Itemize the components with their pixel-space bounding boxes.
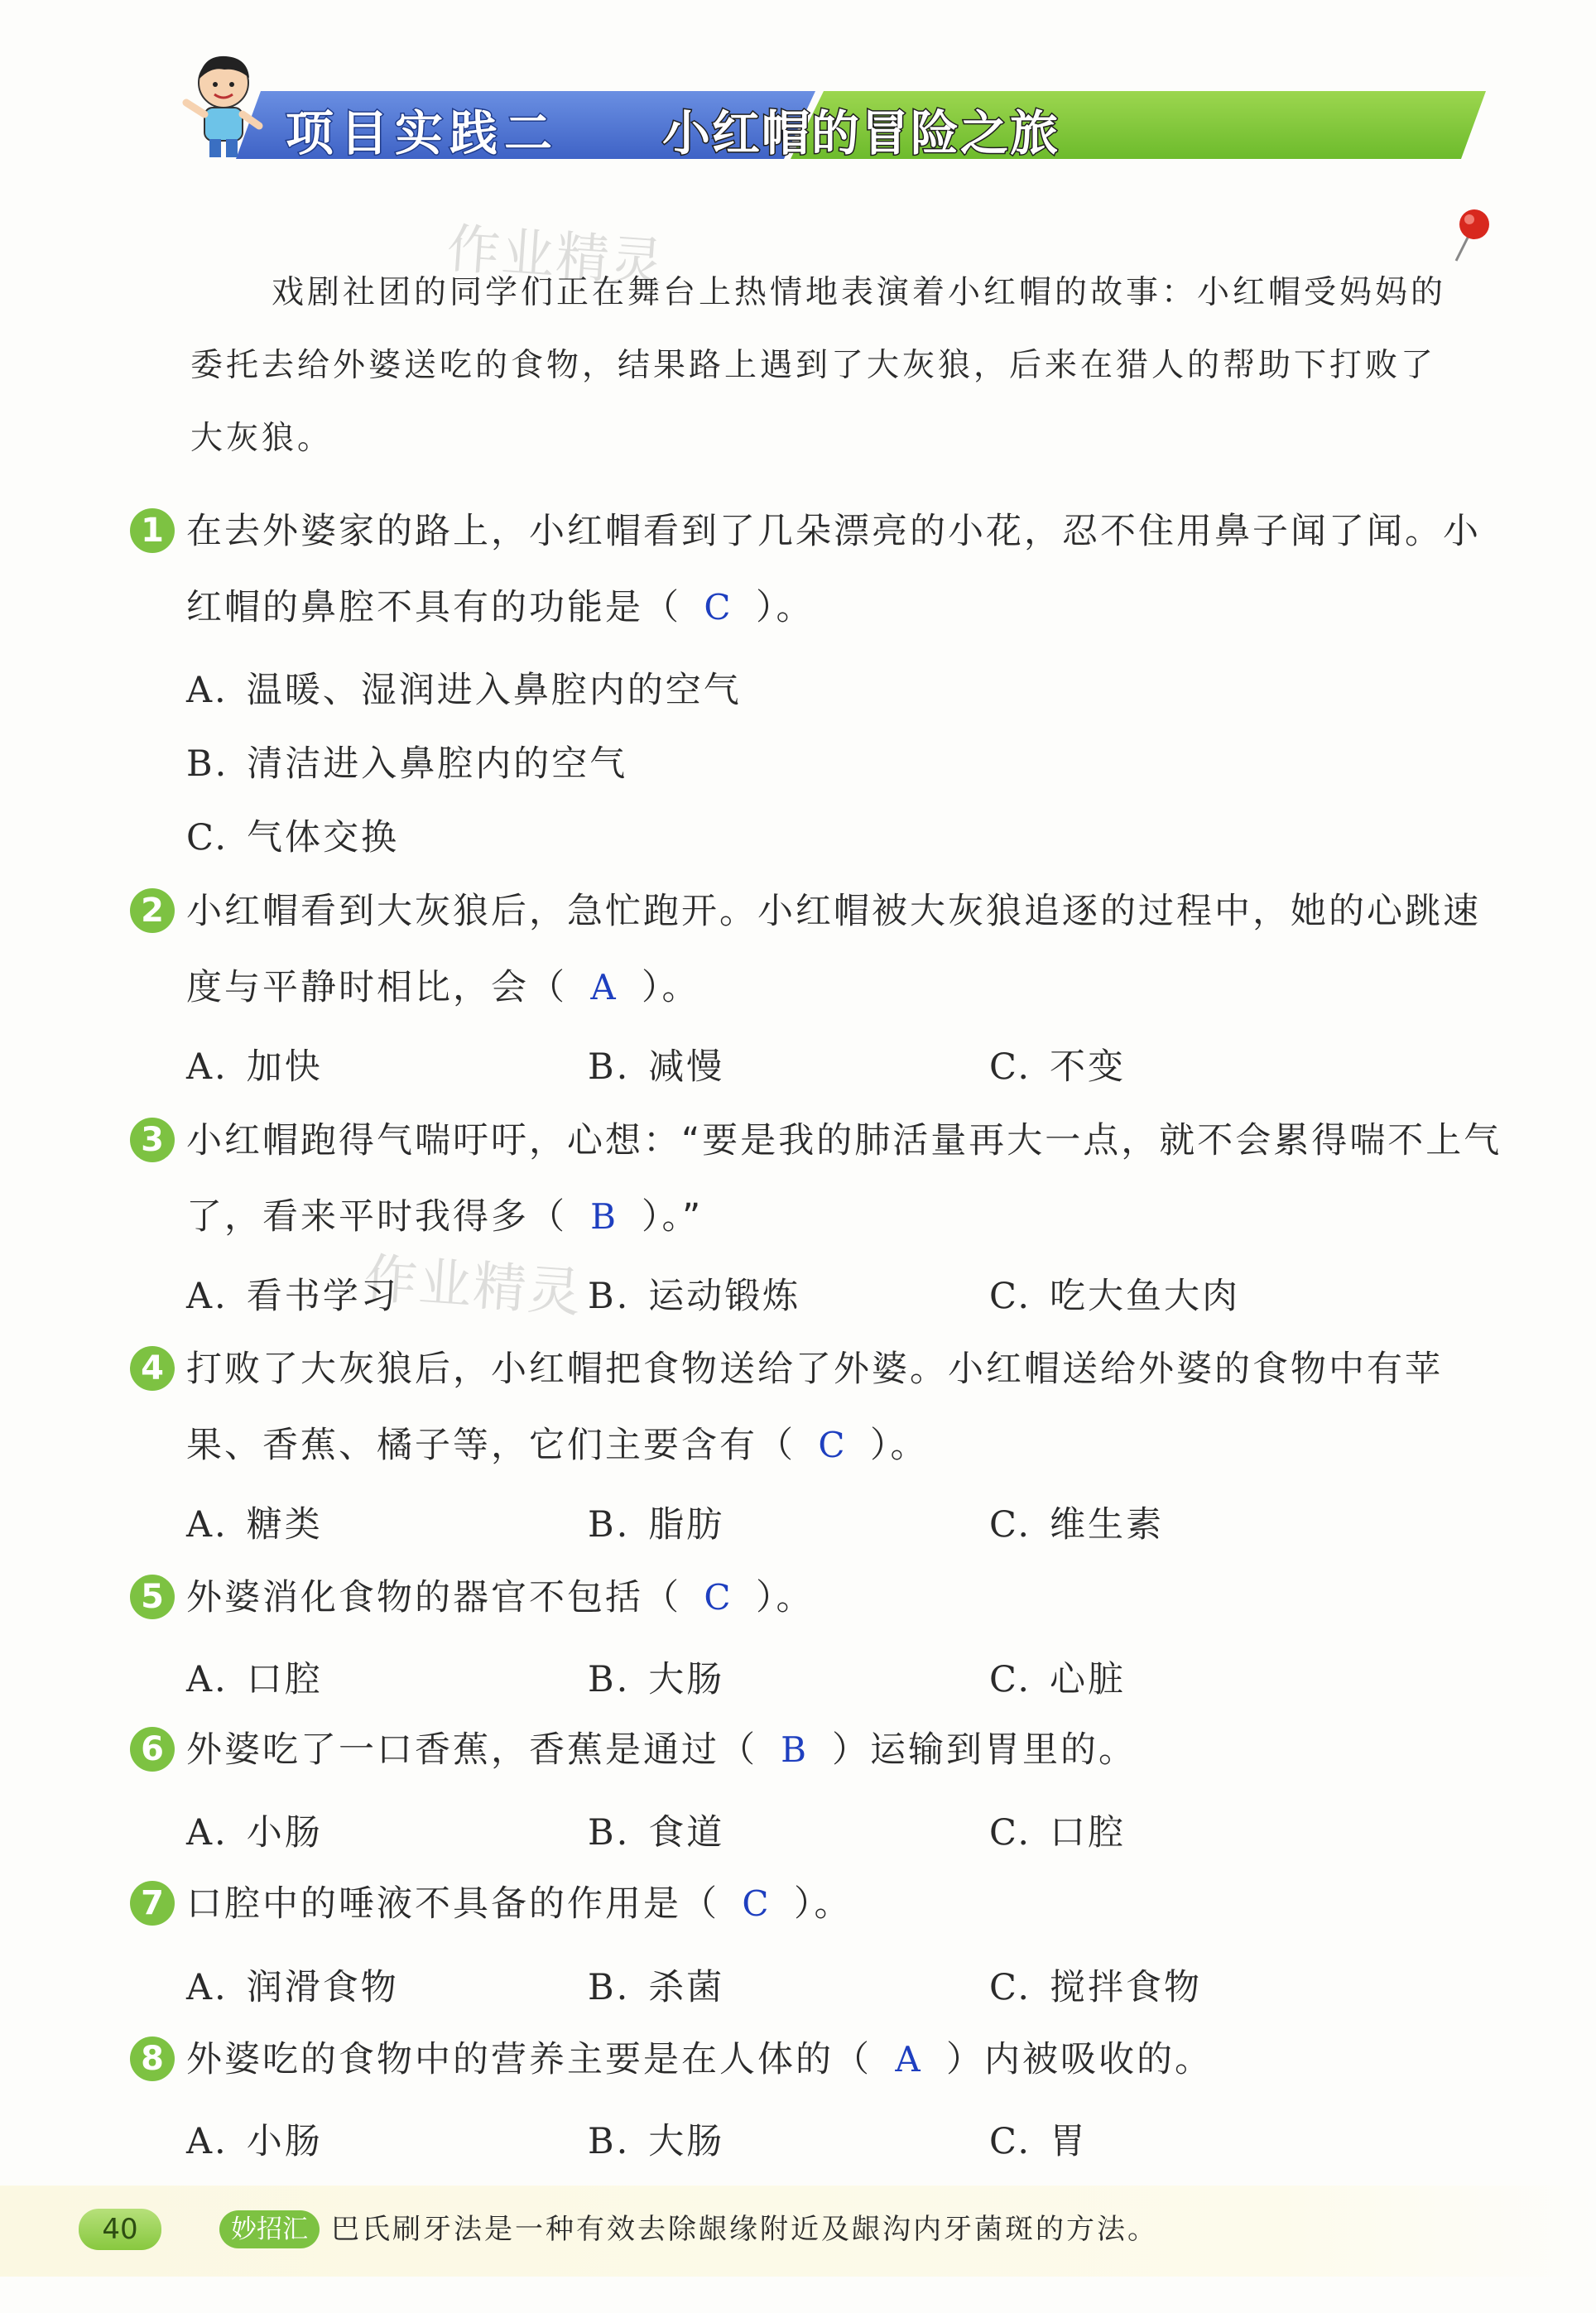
option-a bbox=[186, 1960, 399, 2010]
question-number-badge: 5 bbox=[130, 1575, 175, 1619]
answer-blank[interactable]: C bbox=[742, 1883, 772, 1924]
boy-mascot-icon bbox=[178, 48, 269, 164]
question-number-badge: 3 bbox=[130, 1118, 175, 1162]
question-text bbox=[186, 1331, 1502, 1483]
question-text bbox=[186, 2022, 1502, 2098]
option-letter: A. bbox=[186, 1967, 228, 2008]
answer-blank[interactable]: B bbox=[590, 1196, 618, 1237]
question-stem-end: ）运输到胃里的。 bbox=[832, 1729, 1137, 1771]
option-letter: B. bbox=[588, 1504, 631, 1546]
project-label: 项目实践二 bbox=[286, 105, 560, 161]
option-letter: A. bbox=[186, 2121, 228, 2162]
option-c bbox=[989, 2113, 1088, 2164]
question-text bbox=[186, 493, 1502, 646]
option-text: 运动锻炼 bbox=[648, 1276, 801, 1317]
option-text: 口腔 bbox=[246, 1659, 323, 1700]
option-text: 润滑食物 bbox=[246, 1967, 399, 2008]
page-number: 40 bbox=[79, 2209, 161, 2250]
option-letter: C. bbox=[989, 2121, 1032, 2162]
answer-blank[interactable]: C bbox=[818, 1425, 848, 1465]
option-text: 口腔 bbox=[1050, 1812, 1127, 1854]
question-stem-end: ）内被吸收的。 bbox=[946, 2039, 1213, 2080]
option-letter: A. bbox=[186, 1276, 228, 1317]
question-number-badge: 1 bbox=[130, 508, 175, 553]
option-letter: A. bbox=[186, 670, 228, 711]
question-stem-end: ）。” bbox=[642, 1196, 704, 1238]
question-stem: 小红帽看到大灰狼后，急忙跑开。小红帽被大灰狼追逐的过程中，她的心跳速度与平静时相比，会（ bbox=[186, 891, 1481, 1008]
question-number-badge: 8 bbox=[130, 2036, 175, 2081]
intro-paragraph: 戏剧社团的同学们正在舞台上热情地表演着小红帽的故事：小红帽受妈妈的委托去给外婆送吃的食物，结果路上遇到了大灰狼，后来在猎人的帮助下打败了大灰狼。 bbox=[190, 274, 1447, 457]
answer-blank[interactable]: A bbox=[895, 2039, 923, 2080]
question-stem: 外婆吃了一口香蕉，香蕉是通过（ bbox=[186, 1729, 757, 1771]
option-text: 加快 bbox=[246, 1046, 323, 1088]
option-b bbox=[588, 1805, 724, 1855]
option-letter: B. bbox=[588, 1967, 631, 2008]
tip-text: 巴氏刷牙法是一种有效去除龈缘附近及龈沟内牙菌斑的方法。 bbox=[331, 2213, 1158, 2246]
question-text bbox=[186, 873, 1502, 1026]
option-letter: B. bbox=[588, 1276, 631, 1317]
option-text: 糖类 bbox=[246, 1504, 323, 1546]
option-a bbox=[186, 1497, 323, 1547]
option-text: 不变 bbox=[1050, 1046, 1127, 1088]
question-stem-end: ）。 bbox=[794, 1883, 853, 1925]
option-c bbox=[989, 1268, 1240, 1319]
question-text bbox=[186, 1103, 1502, 1255]
option-a bbox=[186, 1268, 399, 1319]
option-text: 胃 bbox=[1050, 2121, 1089, 2162]
option-letter: C. bbox=[989, 1967, 1032, 2008]
question-stem-end: ）。 bbox=[756, 1577, 815, 1618]
option-text: 大肠 bbox=[648, 1659, 725, 1700]
question-text bbox=[186, 1560, 1502, 1636]
option-text: 吃大鱼大肉 bbox=[1050, 1276, 1241, 1317]
option-b bbox=[588, 2113, 724, 2164]
option-text: 脂肪 bbox=[648, 1504, 725, 1546]
option-text: 温暖、湿润进入鼻腔内的空气 bbox=[246, 670, 742, 711]
question-stem-end: ）。 bbox=[642, 967, 700, 1008]
option-text: 小肠 bbox=[246, 2121, 323, 2162]
option-a bbox=[186, 662, 742, 713]
tip-badge: 妙招汇 bbox=[219, 2210, 320, 2248]
option-letter: A. bbox=[186, 1046, 228, 1088]
option-b bbox=[588, 1268, 800, 1319]
option-text: 食道 bbox=[648, 1812, 725, 1854]
option-c bbox=[989, 1960, 1202, 2010]
option-letter: A. bbox=[186, 1812, 228, 1854]
option-text: 杀菌 bbox=[648, 1967, 725, 2008]
option-a bbox=[186, 2113, 323, 2164]
answer-blank[interactable]: B bbox=[781, 1729, 809, 1770]
page-title: 小红帽的冒险之旅 bbox=[662, 105, 1060, 161]
option-letter: C. bbox=[989, 1276, 1032, 1317]
option-letter: C. bbox=[989, 1504, 1032, 1546]
pushpin-icon bbox=[1445, 203, 1494, 269]
watermark: 作业精灵 bbox=[445, 218, 667, 296]
option-text: 大肠 bbox=[648, 2121, 725, 2162]
option-letter: C. bbox=[989, 1812, 1032, 1854]
question-number-badge: 4 bbox=[130, 1346, 175, 1391]
option-text: 清洁进入鼻腔内的空气 bbox=[247, 743, 628, 785]
option-c bbox=[989, 1805, 1126, 1855]
option-text: 气体交换 bbox=[247, 817, 400, 858]
option-letter: C. bbox=[186, 817, 229, 858]
option-c bbox=[989, 1497, 1164, 1547]
question-stem: 口腔中的唾液不具备的作用是（ bbox=[186, 1883, 719, 1925]
answer-blank[interactable]: C bbox=[704, 1577, 733, 1618]
question-stem-end: ）。 bbox=[756, 587, 815, 628]
option-letter: A. bbox=[186, 1659, 228, 1700]
option-text: 看书学习 bbox=[246, 1276, 399, 1317]
option-a bbox=[186, 1652, 323, 1702]
option-text: 心脏 bbox=[1050, 1659, 1127, 1700]
question-text bbox=[186, 1866, 1502, 1942]
option-letter: B. bbox=[588, 2121, 631, 2162]
option-a bbox=[186, 1039, 323, 1089]
option-c bbox=[989, 1652, 1126, 1702]
question-stem: 外婆消化食物的器官不包括（ bbox=[186, 1577, 681, 1618]
question-stem-end: ）。 bbox=[870, 1425, 929, 1466]
option-letter: B. bbox=[588, 1812, 631, 1854]
watermark: 作业精灵 bbox=[362, 1248, 584, 1325]
option-c bbox=[186, 810, 399, 860]
question-number-badge: 2 bbox=[130, 888, 175, 933]
question-stem: 在去外婆家的路上，小红帽看到了几朵漂亮的小花，忍不住用鼻子闻了闻。小红帽的鼻腔不具有的功能是（ bbox=[186, 511, 1481, 628]
header-banner bbox=[178, 91, 1486, 159]
question-text bbox=[186, 1712, 1502, 1788]
option-b bbox=[588, 1960, 724, 2010]
option-text: 搅拌食物 bbox=[1050, 1967, 1203, 2008]
option-b bbox=[588, 1039, 724, 1089]
option-b bbox=[186, 736, 627, 786]
question-stem: 打败了大灰狼后，小红帽把食物送给了外婆。小红帽送给外婆的食物中有苹果、香蕉、橘子等，它们主要含有（ bbox=[186, 1349, 1443, 1466]
option-text: 维生素 bbox=[1050, 1504, 1165, 1546]
option-letter: B. bbox=[186, 743, 229, 785]
option-letter: C. bbox=[989, 1659, 1032, 1700]
answer-blank[interactable]: C bbox=[704, 587, 733, 628]
option-letter: A. bbox=[186, 1504, 228, 1546]
question-stem: 外婆吃的食物中的营养主要是在人体的（ bbox=[186, 2039, 872, 2080]
option-text: 减慢 bbox=[648, 1046, 725, 1088]
option-c bbox=[989, 1039, 1126, 1089]
question-number-badge: 6 bbox=[130, 1727, 175, 1772]
option-a bbox=[186, 1805, 323, 1855]
option-text: 小肠 bbox=[246, 1812, 323, 1854]
question-number-badge: 7 bbox=[130, 1881, 175, 1926]
question-stem: 小红帽跑得气喘吁吁，心想：“要是我的肺活量再大一点，就不会累得喘不上气了，看来平时我得多（ bbox=[186, 1120, 1502, 1238]
option-b bbox=[588, 1497, 724, 1547]
option-letter: B. bbox=[588, 1046, 631, 1088]
answer-blank[interactable]: A bbox=[590, 967, 618, 1007]
option-letter: C. bbox=[989, 1046, 1032, 1088]
option-letter: B. bbox=[588, 1659, 631, 1700]
option-b bbox=[588, 1652, 724, 1702]
